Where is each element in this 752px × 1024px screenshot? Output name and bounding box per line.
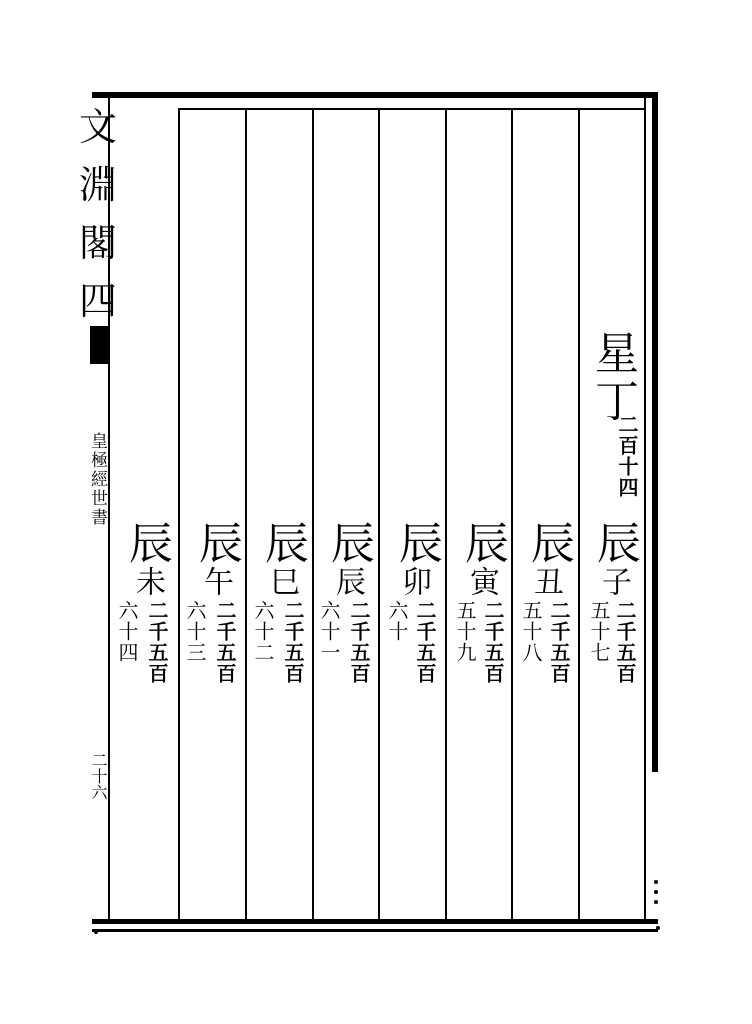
column-rule xyxy=(312,108,314,920)
note-left: 六十四 xyxy=(115,600,139,663)
book-title: 皇極經世書 xyxy=(87,432,107,527)
note-left: 六十三 xyxy=(183,600,207,663)
column-rule xyxy=(578,108,580,920)
branch-label: 卯 xyxy=(396,566,431,596)
branch-label: 子 xyxy=(596,566,631,596)
frame-bottom-border xyxy=(92,919,658,924)
note-left: 五十九 xyxy=(453,600,477,663)
chen-heading: 辰 xyxy=(191,520,242,568)
column-rule xyxy=(445,108,447,920)
note-left: 六十 xyxy=(385,600,409,642)
column-rule xyxy=(178,108,180,920)
branch-label: 辰 xyxy=(330,566,365,596)
note-right: 二千五百 xyxy=(413,600,437,684)
branch-label: 丑 xyxy=(528,566,563,596)
note-right: 二千五百 xyxy=(347,600,371,684)
branch-label: 巳 xyxy=(264,566,299,596)
column-rule xyxy=(378,108,380,920)
frame-top-border xyxy=(92,92,658,98)
star-heading: 星丁 xyxy=(587,330,638,426)
scan-speck xyxy=(654,900,658,904)
chen-heading: 辰 xyxy=(323,520,374,568)
scan-speck xyxy=(654,890,658,894)
scan-speck xyxy=(654,880,658,884)
frame-right-border xyxy=(652,92,658,772)
gutter-fragment xyxy=(78,98,117,323)
scan-speck xyxy=(656,926,660,930)
chen-heading: 辰 xyxy=(523,520,574,568)
star-note: 二百十四 xyxy=(615,414,639,498)
note-left: 六十二 xyxy=(251,600,275,663)
column-top-rule xyxy=(178,108,645,110)
branch-label: 午 xyxy=(198,566,233,596)
chen-heading: 辰 xyxy=(589,520,640,568)
page-number: 二十六 xyxy=(89,752,108,800)
branch-label: 未 xyxy=(130,566,165,596)
note-left: 五十八 xyxy=(519,600,543,663)
note-right: 二千五百 xyxy=(213,600,237,684)
note-right: 二千五百 xyxy=(547,600,571,684)
gutter-fragment-char: 四 xyxy=(78,279,117,323)
branch-label: 寅 xyxy=(464,566,499,596)
scan-speck xyxy=(94,930,98,934)
note-right: 二千五百 xyxy=(613,600,637,684)
gutter-fragment-char: 淵 xyxy=(78,163,117,207)
chen-heading: 辰 xyxy=(457,520,508,568)
note-right: 二千五百 xyxy=(145,600,169,684)
note-left: 六十一 xyxy=(317,600,341,663)
gutter-fragment-char: 文 xyxy=(78,105,117,149)
fish-tail-mark xyxy=(90,328,110,364)
frame-bottom-thin-border xyxy=(92,929,658,932)
note-left: 五十七 xyxy=(587,600,611,663)
chen-heading: 辰 xyxy=(121,520,172,568)
note-right: 二千五百 xyxy=(281,600,305,684)
note-right: 二千五百 xyxy=(481,600,505,684)
chen-heading: 辰 xyxy=(391,520,442,568)
column-rule xyxy=(245,108,247,920)
frame-right-inner-border xyxy=(644,98,646,920)
chen-heading: 辰 xyxy=(257,520,308,568)
gutter-fragment-char: 閣 xyxy=(78,221,117,265)
column-rule xyxy=(511,108,513,920)
